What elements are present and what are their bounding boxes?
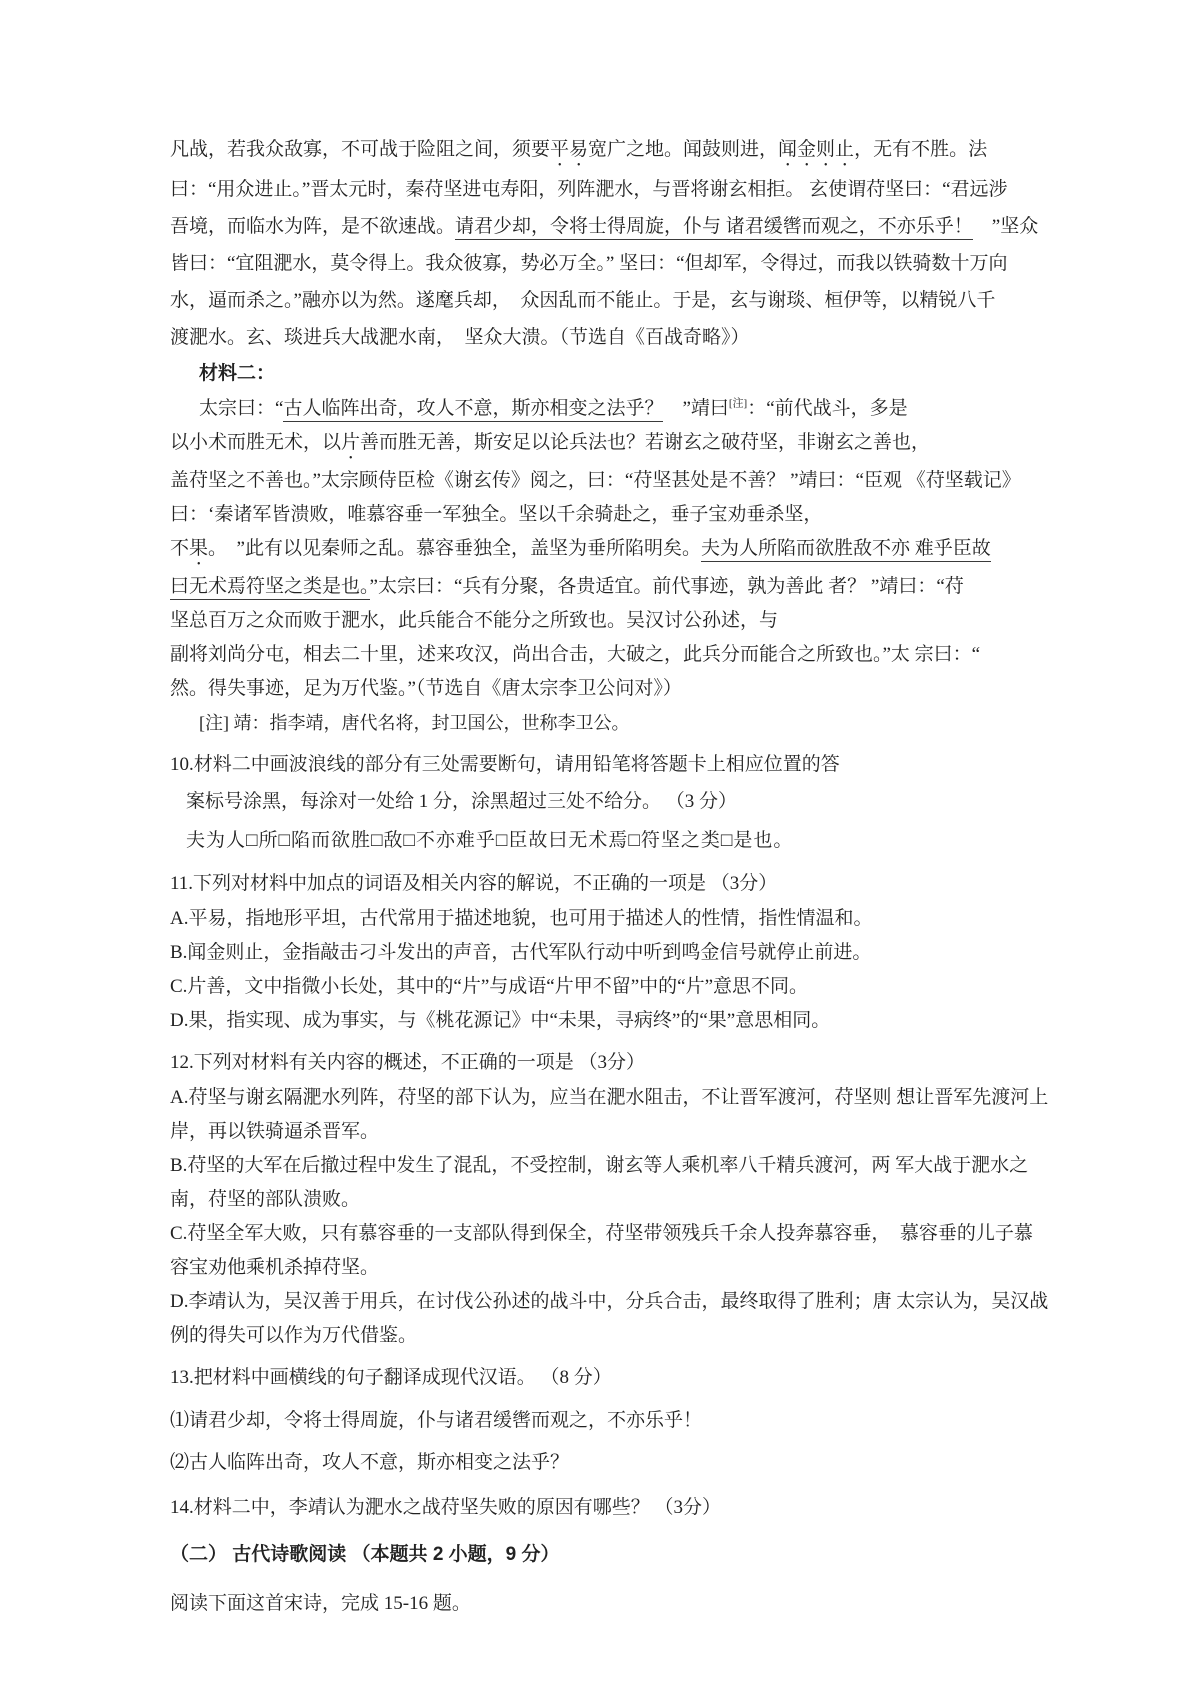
material-one-passage (170, 131, 1050, 356)
passage-text: ”靖曰 (663, 398, 729, 419)
passage-line: 然。得失事迹，足为万代鉴。”（节选自《唐太宗李卫公问对》） (170, 678, 682, 699)
footnote: [注] 靖：指李靖，唐代名将，封卫国公，世称李卫公。 (199, 713, 630, 733)
passage-line: 盖苻坚之不善也。”太宗顾侍臣检《谢玄传》阅之，曰：“苻坚甚处是不善？ ”靖曰：“臣观 《苻坚载记》 (170, 470, 1021, 491)
question-10-stem: 10.材料二中画波浪线的部分有三处需要断句，请用铅笔将答题卡上相应位置的答 (170, 754, 840, 775)
question-10-answer-strip: 夫为人□所□陷而欲胜□敌□不亦难乎□臣故曰无术焉□符坚之类□是也。 (186, 830, 794, 851)
question-12-stem: 12.下列对材料有关内容的概述，不正确的一项是 （3分） (170, 1052, 646, 1073)
passage-line: 渡淝水。玄、琰进兵大战淝水南， 坚众大溃。（节选自《百战奇略》） (170, 327, 750, 348)
dotted-term-pian: 片 (341, 432, 361, 453)
passage-text: 以小术而胜无术，以 (170, 432, 342, 453)
passage-text: 。 ”此有以见秦师之乱。慕容垂独全，盖坚为垂所陷明矣。 (208, 538, 701, 559)
material-two-passage (170, 392, 1050, 706)
question-11 (170, 865, 1050, 1038)
dotted-term-wenjinzezhi: 闻金则止 (778, 139, 855, 160)
passage-text: 不 (170, 538, 190, 559)
dotted-term-guo: 果 (189, 538, 209, 559)
passage-text: ：“前代战斗，多是 (747, 398, 908, 419)
passage-text: ”太宗曰：“兵有分聚，各贵适宜。前代事迹，孰为善此 者？ ”靖曰：“苻 (369, 576, 964, 597)
underlined-sentence-2: 古人临阵出奇，攻人不意，斯亦相变之法乎？ (283, 398, 663, 422)
passage-text: 凡战，若我众敌寡，不可战于险阻之间，须要 (170, 139, 551, 160)
underlined-sentence-1: 请君少却，令将士得周旋，仆与 诸君缓辔而观之，不亦乐乎！ (455, 216, 973, 240)
question-11-option-c: C.片善，文中指微小长处，其中的“片”与成语“片甲不留”中的“片”意思不同。 (170, 976, 809, 997)
question-14-stem: 14.材料二中，李靖认为淝水之战苻坚失败的原因有哪些？ （3分） (170, 1497, 722, 1518)
passage-text: 宽广之地。闻鼓则进， (588, 139, 779, 160)
question-11-option-a: A.平易，指地形平坦，古代常用于描述地貌，也可用于描述人的性情，指性情温和。 (170, 908, 873, 929)
passage-text: 善而胜无善，斯安足以论兵法也？若谢玄之破苻坚，非谢玄之善也， (360, 432, 931, 453)
passage-line (170, 131, 1050, 171)
exam-content (170, 131, 1050, 1622)
passage-line: 坚总百万之众而败于淝水，此兵能合不能分之所致也。吴汉讨公孙述，与 (170, 610, 779, 631)
passage-text: ”坚众 (972, 216, 1039, 237)
question-12-option-d: D.李靖认为，吴汉善于用兵，在讨伐公孙述的战斗中，分兵合击，最终取得了胜利；唐 太宗认为，吴汉战例的得失可以作为万代借鉴。 (170, 1291, 1049, 1346)
passage-line (170, 208, 1050, 245)
wavy-underlined-clause-part1: 夫为人所陷而欲胜敌不亦 难乎臣故 (701, 538, 991, 562)
question-13-stem: 13.把材料中画横线的句子翻译成现代汉语。 （8 分） (170, 1367, 612, 1388)
footnote-marker: [注] (728, 397, 748, 410)
passage-line (170, 426, 1050, 464)
question-14 (170, 1489, 1050, 1526)
passage-text: ，无有不胜。法 (854, 139, 988, 160)
passage-line: 曰：“用众进止。”晋太元时，秦苻坚进屯寿阳，列阵淝水，与晋将谢玄相拒。 玄使谓苻坚曰：“君远涉 (170, 179, 1008, 200)
passage-line: 皆曰：“宜阻淝水，莫令得上。我众彼寡，势必万全。” 坚曰：“但却军，令得过，而我以铁骑数十万向 (170, 253, 1008, 274)
material-two-heading: 材料二： (199, 363, 276, 384)
question-13-item-2: ⑵古人临阵出奇，攻人不意，斯亦相变之法乎？ (170, 1452, 570, 1473)
question-11-option-d: D.果，指实现、成为事实，与《桃花源记》中“未果，寻病终”的“果”意思相同。 (170, 1010, 831, 1031)
passage-line (170, 532, 1050, 570)
passage-line: 曰：‘秦诸军皆溃败，唯慕容垂一军独全。坚以千余骑赴之，垂子宝劝垂杀坚， (170, 504, 823, 525)
section-two-heading: （二） 古代诗歌阅读 （本题共 2 小题，9 分） (170, 1544, 560, 1565)
passage-line (170, 570, 1050, 604)
question-13-item-1: ⑴请君少却，令将士得周旋，仆与诸君缓辔而观之，不亦乐乎！ (170, 1410, 703, 1431)
question-11-option-b: B.闻金则止，金指敲击刁斗发出的声音，古代军队行动中听到鸣金信号就停止前进。 (170, 942, 872, 963)
passage-line (170, 392, 1050, 426)
question-11-stem: 11.下列对材料中加点的词语及相关内容的解说，不正确的一项是 （3分） (170, 873, 778, 894)
question-10 (170, 746, 1050, 859)
question-12-option-b: B.苻坚的大军在后撤过程中发生了混乱，不受控制，谢玄等人乘机率八千精兵渡河，两 军大战于淝水之南，苻坚的部队溃败。 (170, 1155, 1029, 1210)
passage-text: 吾境，而临水为阵，是不欲速战。 (170, 216, 456, 237)
passage-line: 水，逼而杀之。”融亦以为然。遂麾兵却， 众因乱而不能止。于是，玄与谢琰、桓伊等，以精锐八千 (170, 290, 996, 311)
question-13 (170, 1359, 1050, 1481)
passage-line: 副将刘尚分屯，相去二十里，述来攻汉，尚出合击，大破之，此兵分而能合之所致也。”太 宗曰：“ (170, 644, 981, 665)
question-10-stem-cont: 案标号涂黑，每涂对一处给 1 分，涂黑超过三处不给分。 （3 分） (186, 791, 738, 812)
question-12-option-c: C.苻坚全军大败，只有慕容垂的一支部队得到保全，苻坚带领残兵千余人投奔慕容垂， 慕容垂的儿子慕容宝劝他乘机杀掉苻坚。 (170, 1223, 1033, 1278)
reading-intro: 阅读下面这首宋诗，完成 15-16 题。 (170, 1593, 471, 1614)
question-12 (170, 1044, 1050, 1353)
dotted-term-pingyi: 平易 (550, 139, 589, 160)
wavy-underlined-clause-part2: 曰无术焉符坚之类是也。 (170, 576, 370, 600)
passage-text: 太宗曰：“ (199, 398, 284, 419)
question-12-option-a: A.苻坚与谢玄隔淝水列阵，苻坚的部下认为，应当在淝水阻击，不让晋军渡河，苻坚则 想让晋军先渡河上岸，再以铁骑逼杀晋军。 (170, 1087, 1049, 1142)
